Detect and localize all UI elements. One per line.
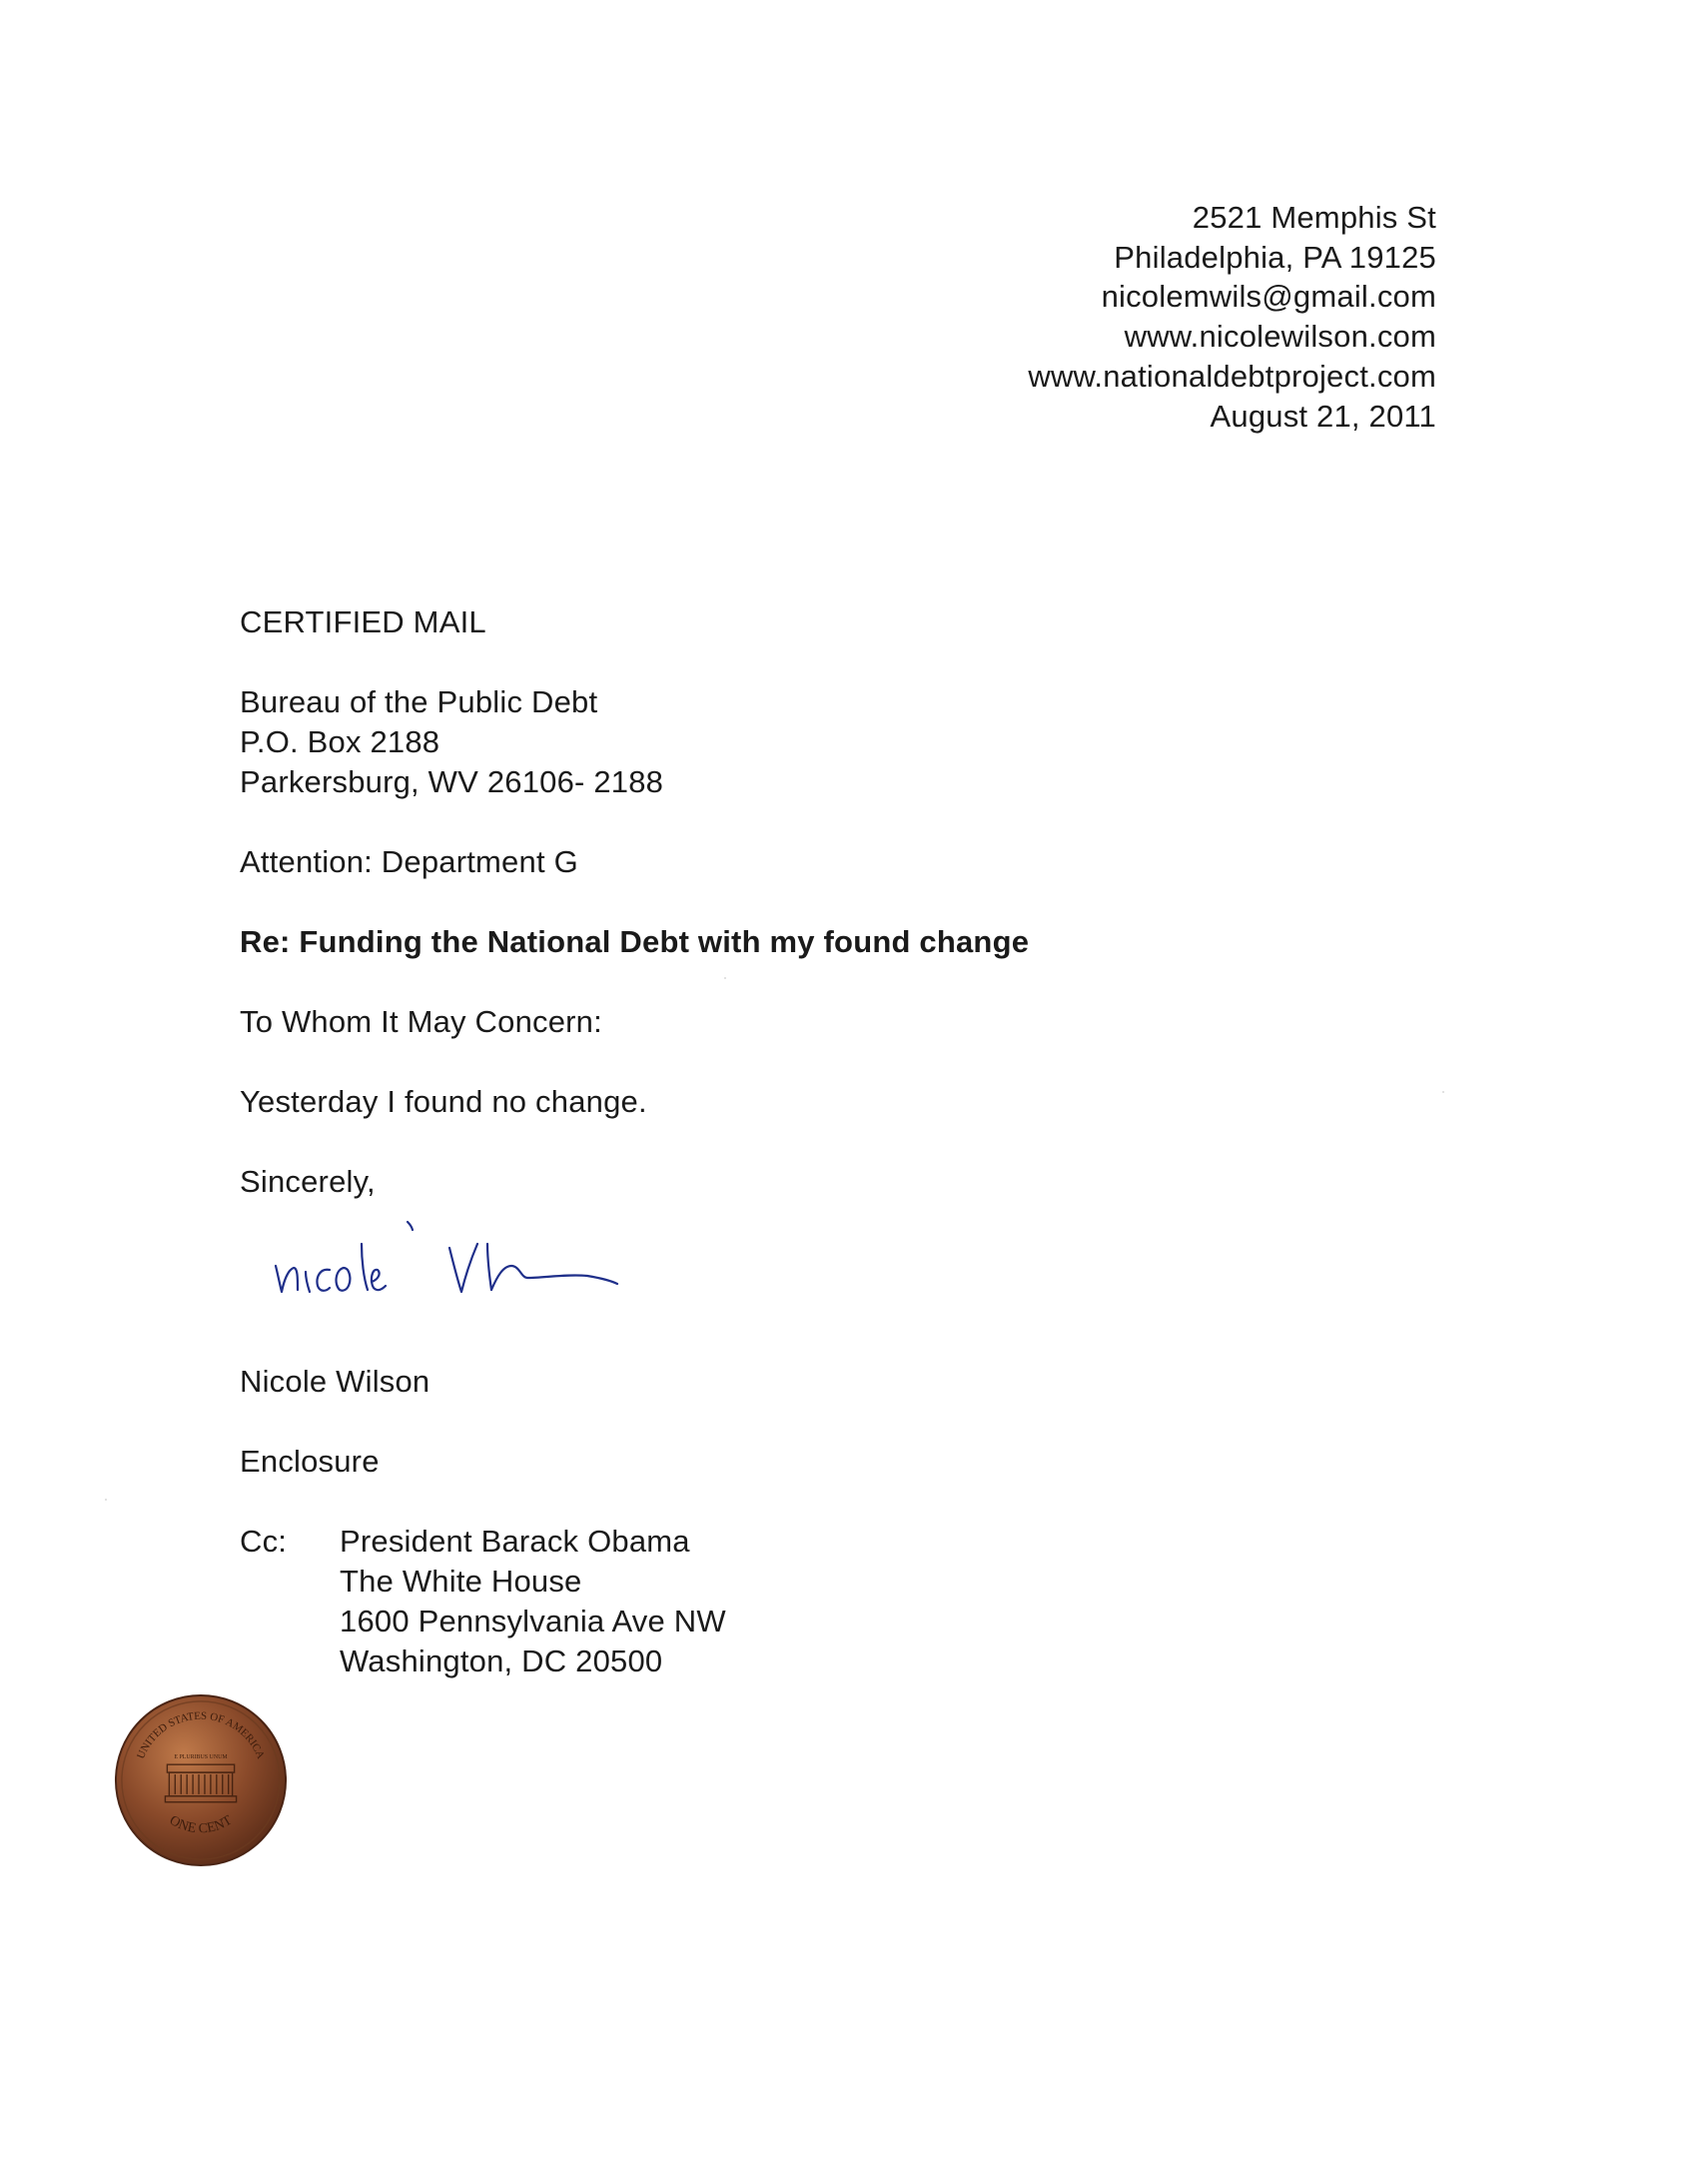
sender-website-project: www.nationaldebtproject.com (1028, 359, 1436, 394)
scan-speck (1442, 1091, 1444, 1093)
letter-body: Yesterday I found no change. (240, 1084, 647, 1119)
penny-coin-image (112, 1691, 290, 1869)
recipient-po-box: P.O. Box 2188 (240, 724, 440, 759)
sender-city-line: Philadelphia, PA 19125 (1114, 240, 1436, 275)
cc-line-1: President Barack Obama (340, 1524, 690, 1559)
cc-line-4: Washington, DC 20500 (340, 1643, 663, 1678)
closing: Sincerely, (240, 1164, 376, 1199)
handwritten-signature (268, 1204, 667, 1324)
cc-line-2: The White House (340, 1564, 582, 1599)
cc-line-3: 1600 Pennsylvania Ave NW (340, 1604, 726, 1638)
sender-email: nicolemwils@gmail.com (1101, 279, 1436, 314)
sender-website-personal: www.nicolewilson.com (1124, 319, 1436, 354)
cc-label: Cc: (240, 1524, 288, 1559)
coin-motto: E PLURIBUS UNUM (174, 1754, 228, 1761)
recipient-name: Bureau of the Public Debt (240, 684, 598, 719)
letter-date: August 21, 2011 (1210, 399, 1436, 434)
salutation: To Whom It May Concern: (240, 1004, 602, 1039)
enclosure-note: Enclosure (240, 1444, 380, 1479)
recipient-city-line: Parkersburg, WV 26106- 2188 (240, 764, 664, 799)
coin-legend-bottom: ONE CENT (167, 1811, 235, 1836)
sender-street: 2521 Memphis St (1192, 200, 1436, 235)
attention-line: Attention: Department G (240, 844, 578, 879)
signer-name: Nicole Wilson (240, 1364, 430, 1399)
coin-legend-top: UNITED STATES OF AMERICA (134, 1709, 268, 1761)
scan-speck (105, 1499, 107, 1501)
subject-line: Re: Funding the National Debt with my found change (240, 924, 1030, 959)
mail-type: CERTIFIED MAIL (240, 604, 486, 639)
scan-speck (724, 977, 726, 979)
